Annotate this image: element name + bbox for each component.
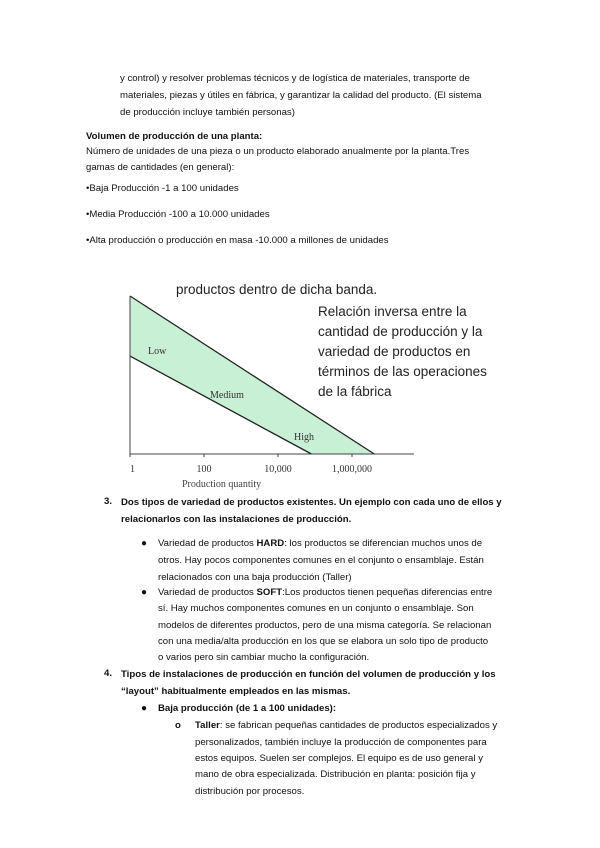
low-production-heading: Baja producción (de 1 a 100 unidades): <box>158 703 337 714</box>
soft-variety-line-3: modelos de diferentes productos, pero de una misma categoría. Se relacionan <box>158 620 492 631</box>
annotation-line: Relación inversa entre la <box>318 304 467 319</box>
section-4-title-line-2: “layout” habitualmente empleados en las mismas. <box>121 686 351 697</box>
x-axis-label: Production quantity <box>182 479 262 490</box>
bullet-icon: ● <box>141 587 148 598</box>
intro-line-1: y control) y resolver problemas técnicos y de logística de materiales, transporte de <box>120 73 470 84</box>
volume-item-high: •Alta producción o producción en masa -10.000 a millones de unidades <box>86 235 389 246</box>
annotation-line: de la fábrica <box>318 384 392 399</box>
soft-variety-line-1: Variedad de productos SOFT:Los productos tienen pequeñas diferencias entre <box>158 587 493 598</box>
annotation-line: cantidad de producción y la <box>318 324 483 339</box>
taller-line-2: personalizados, también incluye la producción de componentes para <box>195 737 487 748</box>
section-3-title-line-2: relacionarlos con las instalaciones de producción. <box>121 514 352 525</box>
taller-line-1: Taller: se fabrican pequeñas cantidades de productos especializados y <box>195 720 498 731</box>
soft-variety-line-2: sí. Hay muchos componentes comunes en un conjunto o ensamblaje. Son <box>158 603 474 614</box>
bullet-icon: ● <box>141 703 148 714</box>
bullet-icon: ● <box>141 538 148 549</box>
annotation-line: variedad de productos en <box>318 344 471 359</box>
x-tick-label: 100 <box>196 464 212 475</box>
section-4-title-line-1: Tipos de instalaciones de producción en función del volumen de producción y los <box>121 669 496 680</box>
section-3-number: 3. <box>104 496 113 507</box>
hard-keyword: HARD <box>256 538 285 549</box>
volume-desc-line-2: gamas de cantidades (en general): <box>86 162 235 173</box>
chart-title: productos dentro de dicha banda. <box>176 282 378 297</box>
hard-variety-line-2: otros. Hay pocos componentes comunes en el conjunto o ensamblaje. Están <box>158 555 484 566</box>
x-tick-label: 10,000 <box>264 464 292 475</box>
soft-keyword: SOFT <box>256 587 283 598</box>
sub-bullet-marker: o <box>175 720 181 731</box>
taller-keyword: Taller <box>195 720 220 731</box>
x-tick-label: 1,000,000 <box>332 464 372 475</box>
section-4-number: 4. <box>104 668 113 679</box>
intro-line-3: de producción incluye también personas) <box>120 107 295 118</box>
hard-variety-line-3: relacionados con una baja producción (Taller) <box>158 572 352 583</box>
hard-variety-line-1: Variedad de productos HARD: los productos se diferencian muchos unos de <box>158 538 483 549</box>
intro-line-2: materiales, piezas y útiles en fábrica, y garantizar la calidad del producto. (El sistema <box>120 90 482 101</box>
taller-line-3: estos equipos. Suelen ser complejos. El equipo es de uso general y <box>195 753 483 764</box>
x-tick-label: 1 <box>130 464 135 475</box>
annotation-line: términos de las operaciones <box>318 364 487 379</box>
taller-line-4: mano de obra especializada. Distribución en planta: posición fija y <box>195 769 476 780</box>
volume-item-low: •Baja Producción -1 a 100 unidades <box>86 183 239 194</box>
volume-item-medium: •Media Producción -100 a 10.000 unidades <box>86 209 270 220</box>
band-label-low: Low <box>148 346 167 357</box>
section-3-title-line-1: Dos tipos de variedad de productos existentes. Un ejemplo con cada uno de ellos y <box>121 497 502 508</box>
soft-variety-line-5: o varios pero sin cambiar mucho la configuración. <box>158 652 370 663</box>
volume-heading: Volumen de producción de una planta: <box>86 131 263 142</box>
band-label-high: High <box>294 432 314 443</box>
volume-desc-line-1: Número de unidades de una pieza o un producto elaborado anualmente por la planta.Tres <box>86 146 470 157</box>
chart-annotation <box>318 304 487 399</box>
taller-line-5: distribución por procesos. <box>195 786 305 797</box>
soft-variety-line-4: con una media/alta producción en los que se elabora un solo tipo de producto <box>158 636 489 647</box>
band-label-medium: Medium <box>210 390 244 401</box>
production-volume-chart <box>118 268 487 490</box>
